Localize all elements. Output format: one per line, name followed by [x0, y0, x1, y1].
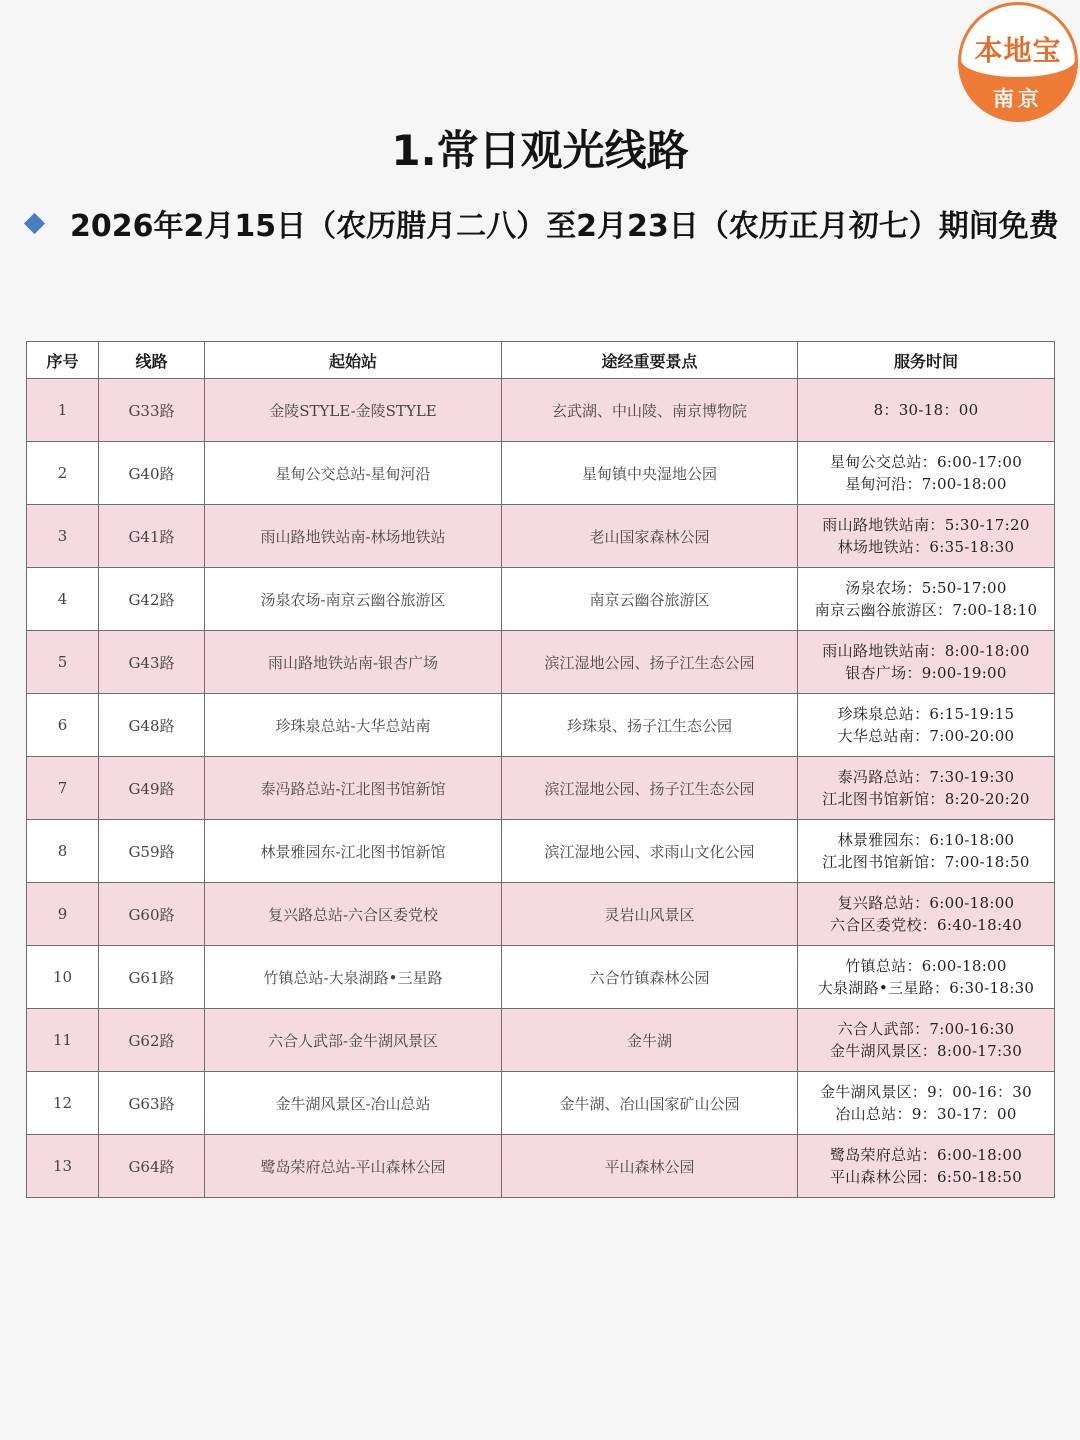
terminals-cell: 泰冯路总站-江北图书馆新馆 [205, 757, 502, 820]
service-time-line: 竹镇总站：6:00-18:00 [845, 957, 1007, 975]
sights-cell: 平山森林公园 [502, 1135, 798, 1198]
header-terminals: 起始站 [205, 342, 502, 379]
service-time-line: 汤泉农场：5:50-17:00 [845, 579, 1007, 597]
index-cell: 9 [27, 883, 99, 946]
route-cell: G63路 [99, 1072, 205, 1135]
index-cell: 11 [27, 1009, 99, 1072]
table-row [27, 946, 1055, 1009]
table-row [27, 694, 1055, 757]
sights-cell: 南京云幽谷旅游区 [502, 568, 798, 631]
sights-cell: 六合竹镇森林公园 [502, 946, 798, 1009]
terminals-cell: 金陵STYLE-金陵STYLE [205, 379, 502, 442]
route-cell: G61路 [99, 946, 205, 1009]
sights-cell: 滨江湿地公园、扬子江生态公园 [502, 631, 798, 694]
service-time-cell [798, 820, 1055, 883]
table-row [27, 1009, 1055, 1072]
header-index: 序号 [27, 342, 99, 379]
route-cell: G33路 [99, 379, 205, 442]
table-row [27, 1072, 1055, 1135]
service-time-line: 星甸公交总站：6:00-17:00 [829, 453, 1023, 471]
terminals-cell: 竹镇总站-大泉湖路•三星路 [205, 946, 502, 1009]
service-time-line: 林景雅园东：6:10-18:00 [837, 831, 1015, 849]
table-row [27, 379, 1055, 442]
service-time-line: 珍珠泉总站：6:15-19:15 [837, 705, 1015, 723]
table-row [27, 1135, 1055, 1198]
sights-cell: 星甸镇中央湿地公园 [502, 442, 798, 505]
index-cell: 10 [27, 946, 99, 1009]
header-service-time: 服务时间 [798, 342, 1055, 379]
sights-cell: 老山国家森林公园 [502, 505, 798, 568]
terminals-cell: 雨山路地铁站南-林场地铁站 [205, 505, 502, 568]
table-row [27, 505, 1055, 568]
page-title: 1.常日观光线路 [391, 126, 689, 175]
service-time-line: 金牛湖风景区：9：00-16：30 [820, 1083, 1032, 1101]
route-cell: G59路 [99, 820, 205, 883]
terminals-cell: 雨山路地铁站南-银杏广场 [205, 631, 502, 694]
table-header-row [27, 342, 1055, 379]
service-time-line: 大泉湖路•三星路：6:30-18:30 [817, 979, 1035, 997]
service-time-line: 南京云幽谷旅游区：7:00-18:10 [814, 601, 1038, 619]
service-time-line: 江北图书馆新馆：8:20-20:20 [822, 790, 1030, 808]
route-cell: G42路 [99, 568, 205, 631]
service-time-cell [798, 757, 1055, 820]
route-cell: G62路 [99, 1009, 205, 1072]
terminals-cell: 六合人武部-金牛湖风景区 [205, 1009, 502, 1072]
sights-cell: 灵岩山风景区 [502, 883, 798, 946]
service-time-cell [798, 1009, 1055, 1072]
index-cell: 5 [27, 631, 99, 694]
service-time-line: 复兴路总站：6:00-18:00 [837, 894, 1015, 912]
header-route: 线路 [99, 342, 205, 379]
terminals-cell: 鹭岛荣府总站-平山森林公园 [205, 1135, 502, 1198]
service-time-line: 银杏广场：9:00-19:00 [845, 664, 1007, 682]
route-cell: G64路 [99, 1135, 205, 1198]
route-cell: G43路 [99, 631, 205, 694]
route-cell: G49路 [99, 757, 205, 820]
bendibao-nanjing-logo [958, 2, 1078, 122]
logo-main-text: 本地宝 [974, 34, 1062, 67]
service-time-line: 雨山路地铁站南：8:00-18:00 [822, 642, 1030, 660]
table-row [27, 631, 1055, 694]
terminals-cell: 汤泉农场-南京云幽谷旅游区 [205, 568, 502, 631]
index-cell: 8 [27, 820, 99, 883]
index-cell: 3 [27, 505, 99, 568]
sights-cell: 玄武湖、中山陵、南京博物院 [502, 379, 798, 442]
terminals-cell: 珍珠泉总站-大华总站南 [205, 694, 502, 757]
diamond-bullet-icon [24, 212, 45, 233]
index-cell: 1 [27, 379, 99, 442]
sights-cell: 滨江湿地公园、求雨山文化公园 [502, 820, 798, 883]
service-time-line: 雨山路地铁站南：5:30-17:20 [822, 516, 1030, 534]
table-row [27, 757, 1055, 820]
service-time-cell [798, 505, 1055, 568]
table-body [27, 379, 1055, 1198]
table-row [27, 883, 1055, 946]
service-time-line: 金牛湖风景区：8:00-17:30 [829, 1042, 1023, 1060]
service-time-line: 8：30-18：00 [873, 401, 979, 419]
sights-cell: 滨江湿地公园、扬子江生态公园 [502, 757, 798, 820]
terminals-cell: 林景雅园东-江北图书馆新馆 [205, 820, 502, 883]
free-period-subtitle: 2026年2月15日（农历腊月二八）至2月23日（农历正月初七）期间免费 [70, 209, 1059, 244]
route-cell: G60路 [99, 883, 205, 946]
service-time-line: 江北图书馆新馆：7:00-18:50 [822, 853, 1030, 871]
terminals-cell: 复兴路总站-六合区委党校 [205, 883, 502, 946]
sights-cell: 金牛湖、冶山国家矿山公园 [502, 1072, 798, 1135]
index-cell: 12 [27, 1072, 99, 1135]
terminals-cell: 星甸公交总站-星甸河沿 [205, 442, 502, 505]
sights-cell: 金牛湖 [502, 1009, 798, 1072]
service-time-line: 大华总站南：7:00-20:00 [837, 727, 1015, 745]
service-time-line: 平山森林公园：6:50-18:50 [829, 1168, 1023, 1186]
service-time-cell [798, 946, 1055, 1009]
table-row [27, 820, 1055, 883]
service-time-cell [798, 694, 1055, 757]
route-cell: G40路 [99, 442, 205, 505]
service-time-cell [798, 631, 1055, 694]
service-time-line: 泰冯路总站：7:30-19:30 [837, 768, 1015, 786]
logo-city-text: 南京 [993, 87, 1043, 111]
service-time-cell [798, 883, 1055, 946]
service-time-cell [798, 379, 1055, 442]
header-sights: 途经重要景点 [502, 342, 798, 379]
sights-cell: 珍珠泉、扬子江生态公园 [502, 694, 798, 757]
subtitle-row [22, 198, 1059, 248]
service-time-line: 鹭岛荣府总站：6:00-18:00 [829, 1146, 1023, 1164]
index-cell: 2 [27, 442, 99, 505]
route-cell: G41路 [99, 505, 205, 568]
service-time-cell [798, 1072, 1055, 1135]
route-cell: G48路 [99, 694, 205, 757]
table-row [27, 442, 1055, 505]
index-cell: 7 [27, 757, 99, 820]
index-cell: 4 [27, 568, 99, 631]
service-time-line: 林场地铁站：6:35-18:30 [837, 538, 1015, 556]
service-time-line: 六合区委党校：6:40-18:40 [829, 916, 1023, 934]
sightseeing-routes-table [26, 341, 1055, 1198]
index-cell: 6 [27, 694, 99, 757]
table-row [27, 568, 1055, 631]
service-time-cell [798, 568, 1055, 631]
terminals-cell: 金牛湖风景区-冶山总站 [205, 1072, 502, 1135]
service-time-cell [798, 1135, 1055, 1198]
index-cell: 13 [27, 1135, 99, 1198]
service-time-cell [798, 442, 1055, 505]
service-time-line: 星甸河沿：7:00-18:00 [845, 475, 1007, 493]
service-time-line: 冶山总站：9：30-17：00 [835, 1105, 1017, 1123]
service-time-line: 六合人武部：7:00-16:30 [837, 1020, 1015, 1038]
